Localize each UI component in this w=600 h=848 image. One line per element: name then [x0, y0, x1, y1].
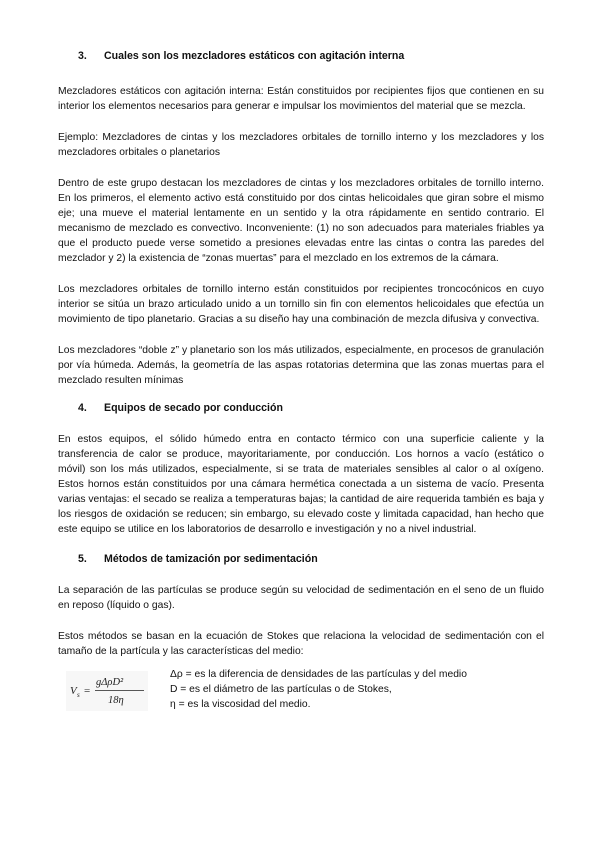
section-heading — [78, 50, 544, 62]
formula-lhs: V — [70, 685, 77, 697]
paragraph: Ejemplo: Mezcladores de cintas y los mezcladores orbitales de tornillo interno y los mezcladores y los mezcladores orbitales o planetarios — [58, 132, 544, 158]
paragraph: Los mezcladores “doble z” y planetario son los más utilizados, especialmente, en procesos de granulación por vía húmeda. Además, la geometría de las aspas rotatorias determina que las zonas muertas para el mezclado resulten mínimas — [58, 345, 544, 386]
document-page — [58, 50, 544, 712]
stokes-equation-block — [58, 671, 544, 712]
formula-definitions — [170, 667, 467, 712]
formula-denominator: 18η — [108, 695, 124, 706]
paragraph: Los mezcladores orbitales de tornillo interno están constituidos por recipientes troncocónicos en cuyo interior se sitúa un brazo articulado unido a un tornillo sin fin con elementos helicoidales que efectúa un movimiento de tipo planetario. Gracias a su diseño hay una combinación de mezcla difusiva y convectiva. — [58, 284, 544, 325]
paragraph: Estos métodos se basan en la ecuación de Stokes que relaciona la velocidad de sedimentación con el tamaño de la partícula y las características del medio: — [58, 631, 544, 657]
section-number: 3. — [78, 50, 87, 62]
formula-numerator: gΔρD² — [96, 677, 124, 688]
section-number: 4. — [78, 402, 87, 414]
stokes-formula — [66, 671, 148, 711]
paragraph: La separación de las partículas se produce según su velocidad de sedimentación en el seno de un fluido en reposo (líquido o gas). — [58, 585, 544, 611]
section-title: Equipos de secado por conducción — [104, 402, 283, 414]
paragraph: En estos equipos, el sólido húmedo entra en contacto térmico con una superficie caliente y la transferencia de calor se produce, mayoritariamente, por conducción. Los hornos a vacío (estático o móvil) son los más utilizados, especialmente, si se trata de materiales sensibles al calor o al oxígeno. Estos hornos están constituidos por una cámara hermética conectada a un sistema de vacío. Presenta varias ventajas: el secado se realiza a temperaturas bajas; la cantidad de aire requerida también es baja y los riesgos de oxidación se reducen; sin embargo, su elevado coste y limitada capacidad, han hecho que este equipo se utilice en los laboratorios de desarrollo e investigación y no a nivel industrial. — [58, 434, 544, 535]
formula-lhs-subscript: s — [77, 691, 80, 699]
section-title: Cuales son los mezcladores estáticos con agitación interna — [104, 50, 405, 62]
formula-equals: = — [84, 685, 91, 697]
section-heading — [78, 553, 544, 565]
section-heading — [78, 402, 544, 414]
paragraph: Mezcladores estáticos con agitación interna: Están constituidos por recipientes fijos que contienen en su interior los elementos necesarios para generar e impulsar los movimientos del material que se mezcla. — [58, 86, 544, 112]
section-title: Métodos de tamización por sedimentación — [104, 553, 318, 565]
section-number: 5. — [78, 553, 87, 565]
definition-item: Δρ = es la diferencia de densidades de las partículas y del medio — [170, 669, 467, 680]
definition-item: η = es la viscosidad del medio. — [170, 699, 311, 710]
paragraph: Dentro de este grupo destacan los mezcladores de cintas y los mezcladores orbitales de tornillo interno. En los primeros, el elemento activo está constituido por dos cintas helicoidales que giran sobre el mismo eje; una mueve el material lentamente en un sentido y la otra rápidamente en sentido contrario. El mecanismo de mezclado es convectivo. Inconveniente: (1) no son adecuados para materiales friables ya que el producto puede verse sometido a presiones elevadas entre las cintas o contra las paredes del mezclador y 2) la existencia de “zonas muertas” para el mezclado en los extremos de la cámara. — [58, 178, 544, 264]
definition-item: D = es el diámetro de las partículas o de Stokes, — [170, 684, 392, 695]
